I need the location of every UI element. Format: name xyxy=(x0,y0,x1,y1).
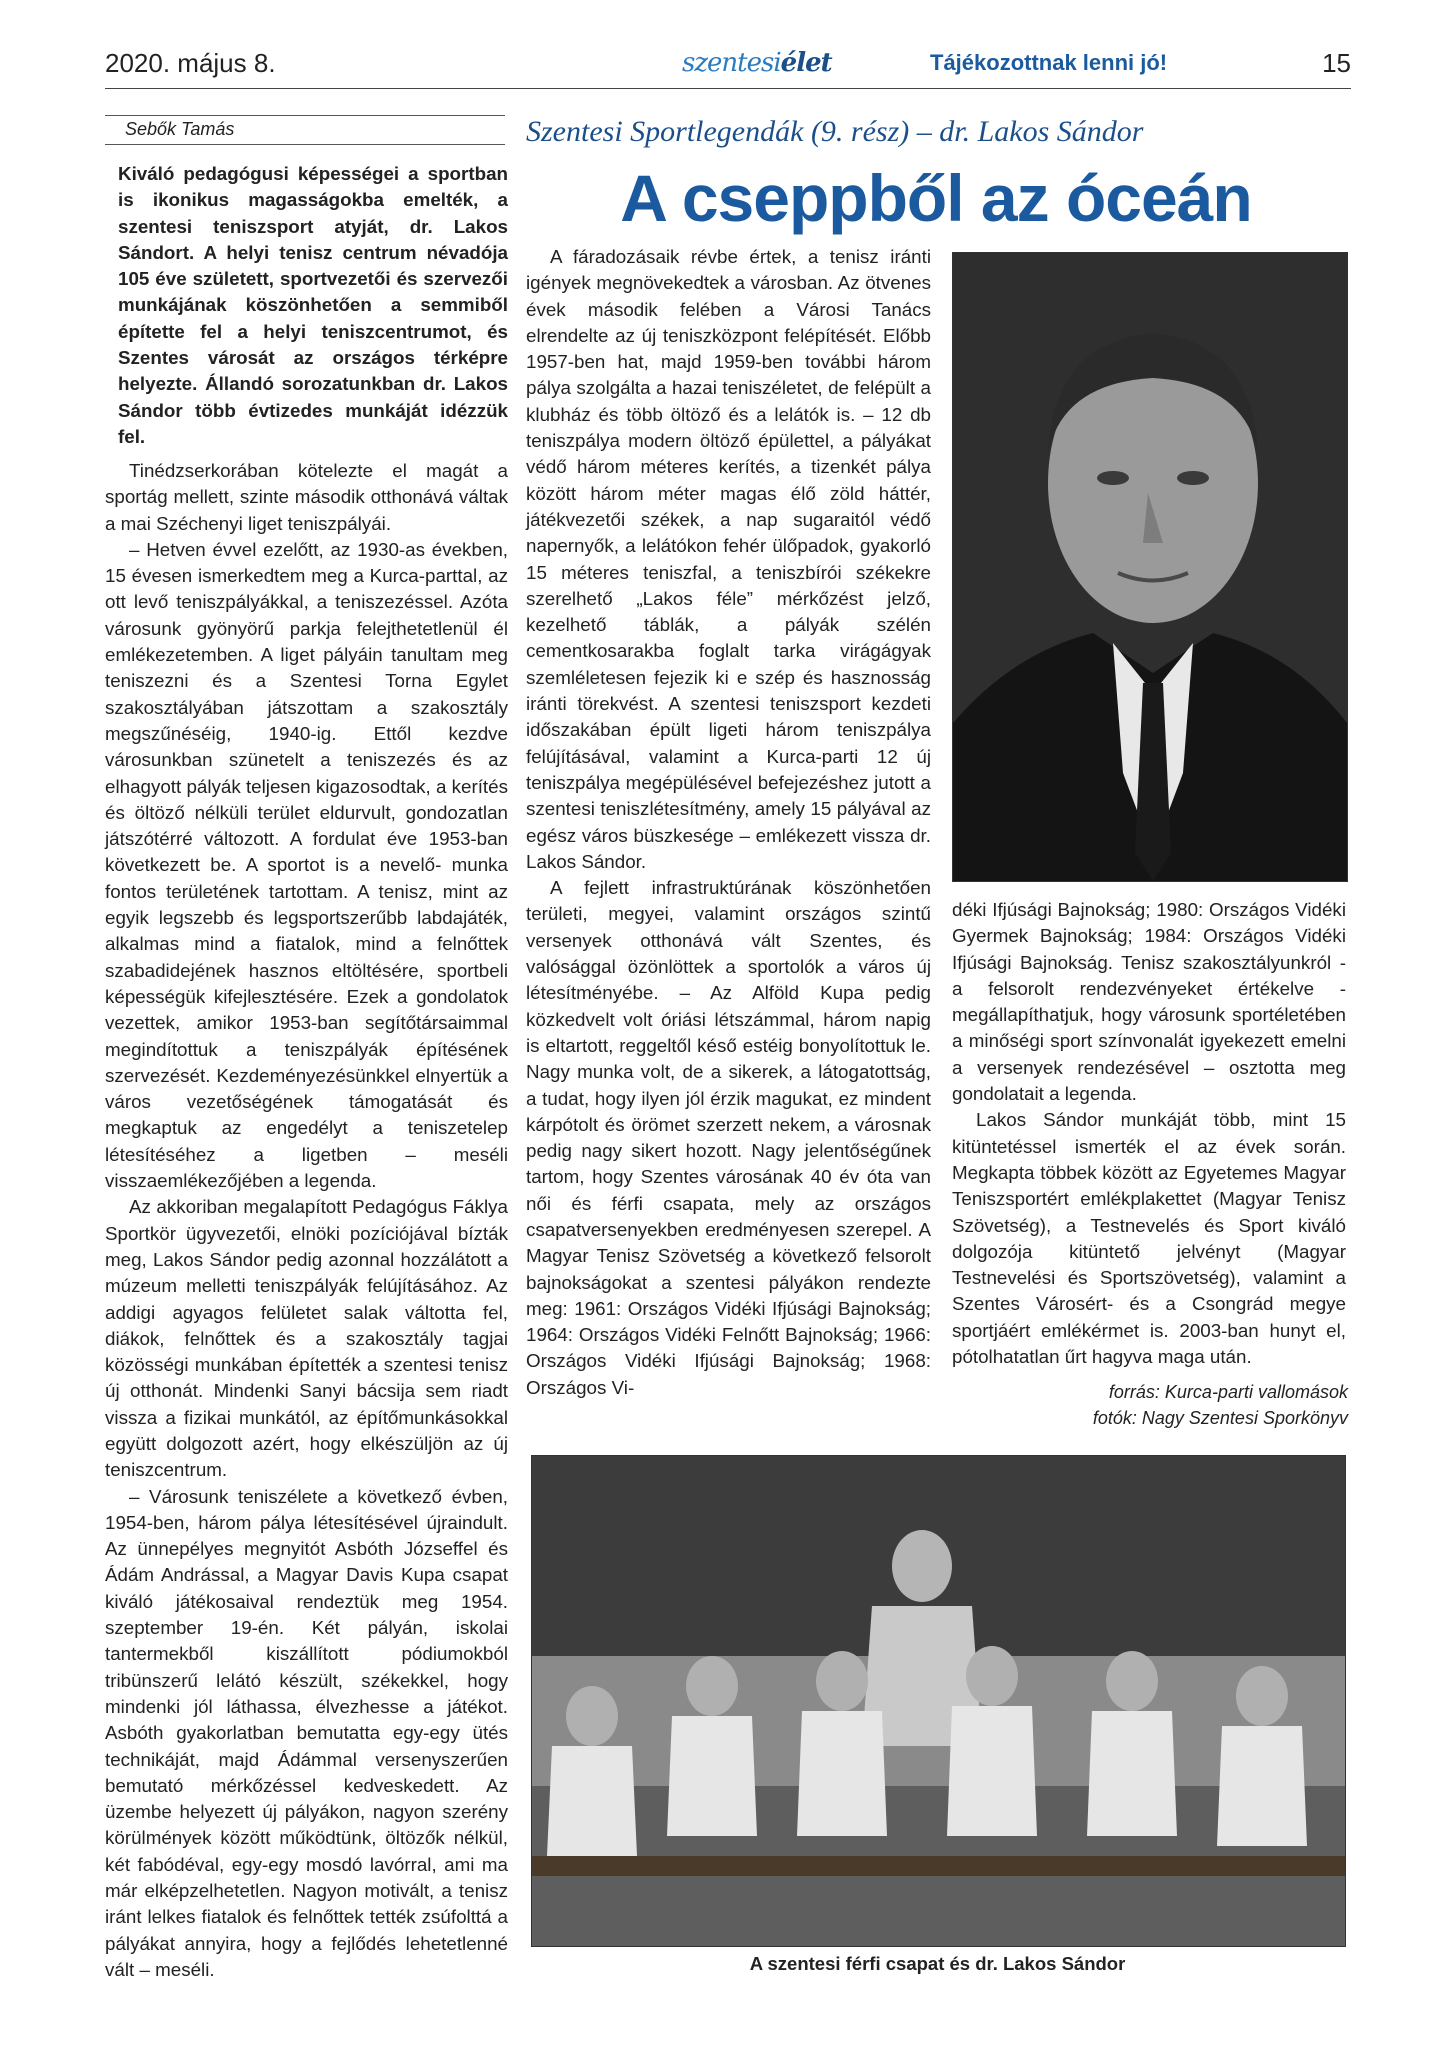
logo-part-a: szentesi xyxy=(682,48,781,78)
newspaper-logo xyxy=(682,48,832,78)
paragraph: A fejlett infrastruktúrának köszönhetően területi, megyei, valamint országos szintű versenyek otthonává vált Szentes, és valósággal özönlöttek a sportolók a város új létesítményébe. – Az Alföld Kupa pedig közkedvelt volt óriási létszámmal, három napig is eltartott, reggeltől késő estéig bonyolítottuk le. Nagy munka volt, de a sikerek, a látogatottság, a tudat, hogy ilyen jól érzik magukat, ez mindent kárpótolt és örömet szerzett nekem, a városnak pedig nagy sikert hozott. Nagy jelentőségűnek tartom, hogy Szentes városának 40 év óta van női és férfi csapata, mely az országos csapatversenyekben eredményesen szerepel. A Magyar Tenisz Szövetség a következő felsorolt bajnokságokat a szentesi pályákon rendezte meg: 1961: Országos Vidéki Ifjúsági Bajnokság; 1964: Országos Vidéki Felnőtt Bajnokság; 1966: Országos Vidéki Ifjúsági Bajnokság; 1968: Országos Vi- xyxy=(526,877,931,1398)
paragraph: Tinédzserkorában kötelezte el magát a sportág mellett, szinte második otthonává váltak a mai Széchenyi liget teniszpályái. xyxy=(105,460,508,534)
source-credit: forrás: Kurca-parti vallomások xyxy=(1108,1382,1348,1402)
portrait-photo xyxy=(952,252,1348,882)
photo-caption: A szentesi férfi csapat és dr. Lakos Sándor xyxy=(749,1953,1126,1974)
article-lead xyxy=(118,161,508,450)
photo-credit: fotók: Nagy Szentesi Sporkönyv xyxy=(1092,1408,1348,1428)
lead-paragraph: Kiváló pedagógusi képességei a sportban is ikonikus magasságokba emelték, a szentesi teniszsport atyját, dr. Lakos Sándort. A helyi tenisz centrum névadója 105 éve született, sportvezetői és szervezői munkájának köszönhetően a semmiből építette fel a helyi teniszcentrumot, és Szentes városát az országos térképre helyezte. Állandó sorozatunkban dr. Lakos Sándor több évtizedes munkáját idézzük fel. xyxy=(118,163,508,447)
team-illustration xyxy=(532,1456,1345,1946)
logo-part-b: élet xyxy=(780,48,832,78)
paragraph: – Városunk teniszélete a következő évben, 1954-ben, három pálya létesítésével újraindult. Az ünnepélyes megnyitót Asbóth Józseffel és Ádám Andrással, a Magyar Davis Kupa csapat kiváló játékosaival rendeztük meg 1954. szeptember 19-én. Két pályán, iskolai tantermekből kiszállított pódiumokból tribünszerű lelátó készült, székekkel, hogy mindenki jól láthassa, élvezhesse a játékot. Asbóth gyakorlatban bemutatta egy-egy ütés technikáját, majd Ádámmal versenyszerűen bemutató mérkőzéssel kedveskedett. Az üzembe helyezett új pályákon, nagyon szerény körülmények között működtünk, öltözők nélkül, két fabódéval, egy-egy mosdó lavórral, ami ma már elképzelhetetlen. Nagyon motivált, a tenisz iránt lelkes fiatalok és felnőttek tették zsúfolttá a pályákat annyira, hogy a fejlődés lehetetlenné vált – meséli. xyxy=(105,1485,508,1980)
column-1 xyxy=(105,458,508,1983)
issue-date: 2020. május 8. xyxy=(105,48,276,78)
column-2 xyxy=(526,244,931,1401)
portrait-illustration xyxy=(953,253,1347,881)
paragraph: Lakos Sándor munkáját több, mint 15 kitüntetéssel ismerték el az évek során. Megkapta többek között az Egyetemes Magyar Teniszsportért emlékplakettet (Magyar Tenisz Szövetség), a Testnevelés és Sport kiváló dolgozója kitüntető jelvényt (Magyar Testnevelési és Sportszövetség), valamint a Szentes Városért- és a Csongrád megye sportjáért emlékérmet is. 2003-ban hunyt el, pótolhatatlan űrt hagyva maga után. xyxy=(952,1109,1346,1368)
paragraph: – Hetven évvel ezelőtt, az 1930-as években, 15 évesen ismerkedtem meg a Kurca-parttal, az ott levő teniszpályákkal, a teniszezéssel. Azóta városunk gyönyörű parkja felejthetetlenül él emlékezetemben. A liget pályáin tanultam meg teniszezni és a Szentesi Torna Egylet szakosztályában játszottam a szakosztály megszűnéséig, 1940-ig. Ettől kezdve városunkban szünetelt a teniszezés és az elhagyott pályák teljesen kigazosodtak, a kerítés és öltöző nélküli terület eldurvult, gondozatlan játszótérré változott. A fordulat éve 1953-ban következett be. A sportot is a nevelő- munka fontos területének tartottam. A tenisz, mint az egyik legszebb és legsportszerűbb labdajáték, alkalmas mind a fiatalok, mind a felnőttek szabadidejének hasznos eltöltésére, sportbeli képességük kifejlesztésére. Ezek a gondolatok vezettek, amikor 1953-ban segítőtársaimmal megindítottuk a teniszpályák építésének szervezését. Kezdeményezésünkkel elnyertük a város vezetőségének támogatását és megkaptuk az engedélyt a teniszetelep létesítéséhez a ligetben – meséli visszaemlékezőjében a legenda. xyxy=(105,538,508,1192)
slogan: Tájékozottnak lenni jó! xyxy=(930,50,1168,75)
author-name: Sebők Tamás xyxy=(105,115,505,145)
paragraph: déki Ifjúsági Bajnokság; 1980: Országos Vidéki Gyermek Bajnokság; 1984: Országos Vidéki Ifjúsági Bajnokság. Tenisz szakosztályunkról - a felsorolt rendezvényeket értékelve - megállapíthatjuk, hogy városunk sportéletében a minőségi sport színvonalát igyekezett emelni a versenyek rendezésével – osztotta meg gondolatait a legenda. xyxy=(952,899,1346,1105)
paragraph: Az akkoriban megalapított Pedagógus Fáklya Sportkör ügyvezetői, elnöki pozíciójával bízták meg, Lakos Sándor pedig azonnal hozzálátott a múzeum melletti teniszpályák felújításához. Az addigi agyagos felületet salak váltotta fel, diákok, felnőttek és a szakosztály tagjai közösségi munkában építették a szentesi tenisz új otthonát. Mindenki Sanyi bácsija sem riadt vissza a fizikai munkától, az építőmunkásokkal együtt dolgozott azért, hogy elkészüljön az új teniszcentrum. xyxy=(105,1196,508,1481)
page-header xyxy=(105,48,1351,89)
column-3 xyxy=(952,897,1346,1370)
article-title: A cseppből az óceán xyxy=(620,161,1252,235)
article-kicker: Szentesi Sportlegendák (9. rész) – dr. Lakos Sándor xyxy=(526,115,1144,148)
paragraph: A fáradozásaik révbe értek, a tenisz iránti igények megnövekedtek a városban. Az ötvenes évek második felében a Városi Tanács elrendelte az új teniszközpont felépítését. Előbb 1957-ben hat, majd 1959-ben további három pálya szolgálta a hazai teniszéletet, de felépült a klubház és több öltöző és a lelátók is. – 12 db teniszpálya modern öltöző épülettel, a pályákat védő három méteres kerítés, a tizenkét pálya között három méter magas élő zöld háttér, játékvezetői székek, a nap sugaraitól védő napernyők, a lelátókon fehér ülőpadok, gyakorló 15 méteres teniszfal, a teniszbírói székekre szerelhető „Lakos féle” mérkőzést jelző, kezelhető táblák, a pályák szélén cementkosarakba foglalt tarka virágágyak szemléletesen fejezik ki e szép és hasznosság iránti törekvést. A szentesi teniszsport kezdeti időszakában épült ligeti három teniszpálya felújításával, valamint a Kurca-parti 12 új teniszpálya megépülésével befejezéshez jutott a szentesi teniszlétesítmény, amely 15 pályával az egész város büszkesége – emlékezett vissza dr. Lakos Sándor. xyxy=(526,246,931,872)
team-photo xyxy=(531,1455,1346,1947)
page-number: 15 xyxy=(1322,48,1351,78)
